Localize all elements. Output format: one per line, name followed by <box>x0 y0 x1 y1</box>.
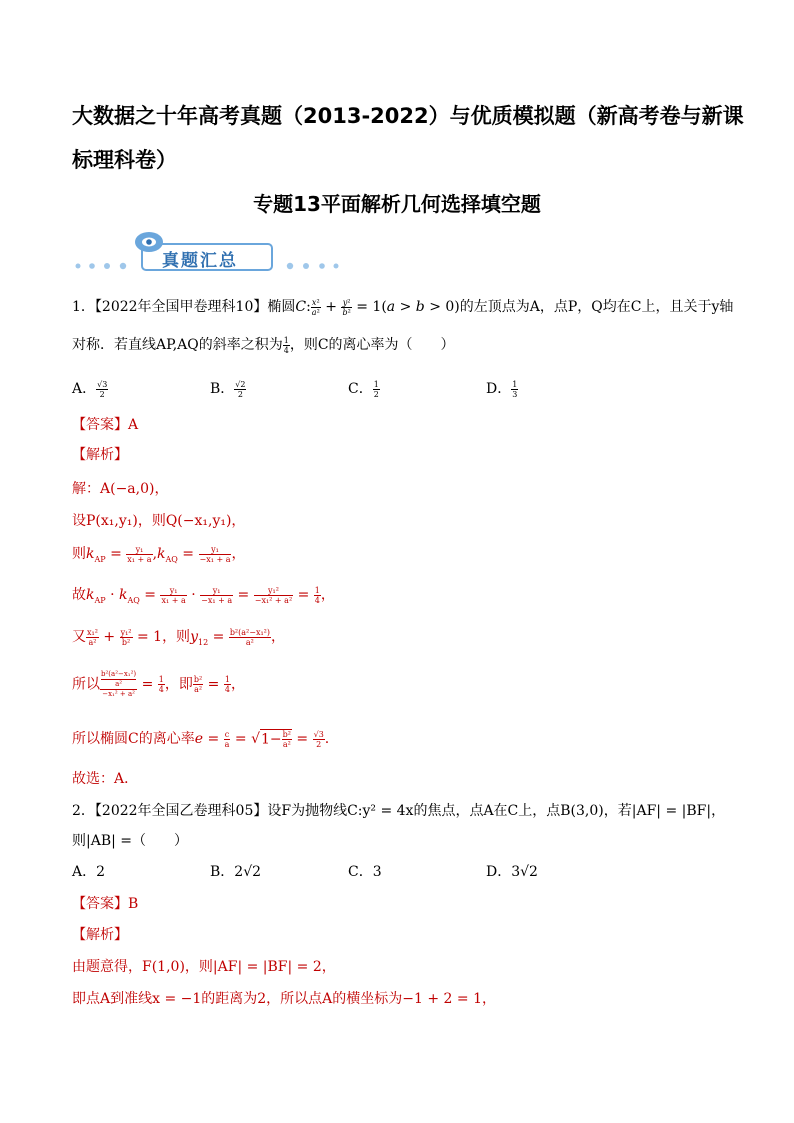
q1-stem-line1: 1．【2022年全国甲卷理科10】椭圆C: $\frac{\text{x²}}{\text{a²}}$ + $\frac{\text{y²}}{\text{b²}}$ = 1(a > b > 0)的左顶点为A，点P，Q均在C上，且关于y轴 <box>72 297 734 317</box>
q1-step-6: 所以 b²(a²−x₁²) a² −x₁² + a² = $\frac{1}{4}$ ，即 $\frac{\text{b²}}{\text{a²}}$ = $\frac{1}{4}$ ， <box>72 670 245 698</box>
document-title-line1: 大数据之十年高考真题（2013-2022）与优质模拟题（新高考卷与新课 <box>72 104 744 128</box>
document-title-line2: 标理科卷） <box>72 148 177 172</box>
q1-analysis-label: 【解析】 <box>72 447 128 463</box>
q1-stem-line2: 对称．若直线AP,AQ的斜率之积为 $\frac{1}{4}$ ，则C的离心率为（ ） <box>72 335 455 355</box>
q1-option-c: C． $\frac{1}{2}$ <box>348 379 379 399</box>
q1-step-7: 所以椭圆C的离心率e = $\frac{c}{a}$ = √1− $\frac{\text{b²}}{\text{a²}}$ = $\frac{√3}{2}$ . <box>72 729 330 749</box>
q1-step-2: 设P(x₁,y₁)，则Q(−x₁,y₁)， <box>72 513 246 529</box>
q1-option-a: A． $\frac{√3}{2}$ <box>72 379 108 399</box>
q2-option-d: D．3√2 <box>486 864 538 880</box>
q2-stem-line1: 2．【2022年全国乙卷理科05】设F为抛物线C:y² = 4x的焦点，点A在C上，点B(3,0)，若|AF| = |BF|， <box>72 803 726 819</box>
q2-option-b: B．2√2 <box>210 864 262 880</box>
q1-option-d: D． $\frac{1}{3}$ <box>486 379 518 399</box>
q2-step-1: 由题意得，F(1,0)，则|AF| = |BF| = 2， <box>72 959 336 975</box>
q1-step-8: 故选：A． <box>72 771 139 787</box>
q2-step-2: 即点A到准线x = −1的距离为2，所以点A的横坐标为−1 + 2 = 1， <box>72 991 497 1007</box>
q2-stem-line2: 则|AB| =（ ） <box>72 833 189 849</box>
q2-analysis-label: 【解析】 <box>72 927 128 943</box>
q1-option-b: B． $\frac{√2}{2}$ <box>210 379 246 399</box>
q1-step-5: 又 $\frac{\text{x₁²}}{\text{a²}}$ + $\frac{\text{y₁²}}{\text{b²}}$ = 1，则$y_{12}$ = $\frac{\text{b²(a²−x₁²)}}{\text{a²}}$ ， <box>72 627 285 647</box>
q1-answer: 【答案】A <box>72 417 139 433</box>
q2-answer: 【答案】B <box>72 896 139 912</box>
banner-label: 真题汇总 <box>162 251 238 271</box>
q1-step-1: 解：A(−a,0)， <box>72 481 169 497</box>
q2-option-c: C．3 <box>348 864 382 880</box>
q1-step-3: 则$k_{AP}$ = $\frac{\text{y₁}}{\text{x₁ + a}}$ $,k_{AQ}$ = $\frac{\text{y₁}}{\text{−x₁ + a}}$ ， <box>72 544 246 564</box>
q1-step-4: 故$k_{AP} \cdot k_{AQ}$ = $\frac{\text{y₁}}{\text{x₁ + a}}$ · $\frac{\text{y₁}}{\text{−x₁ + a}}$ = $\frac{\text{y₁²}}{\text{−x₁² + a²}}$ = $\frac{1}{4}$ ， <box>72 585 335 605</box>
document-subtitle: 专题13平面解析几何选择填空题 <box>253 192 541 216</box>
q2-option-a: A．2 <box>72 864 106 880</box>
